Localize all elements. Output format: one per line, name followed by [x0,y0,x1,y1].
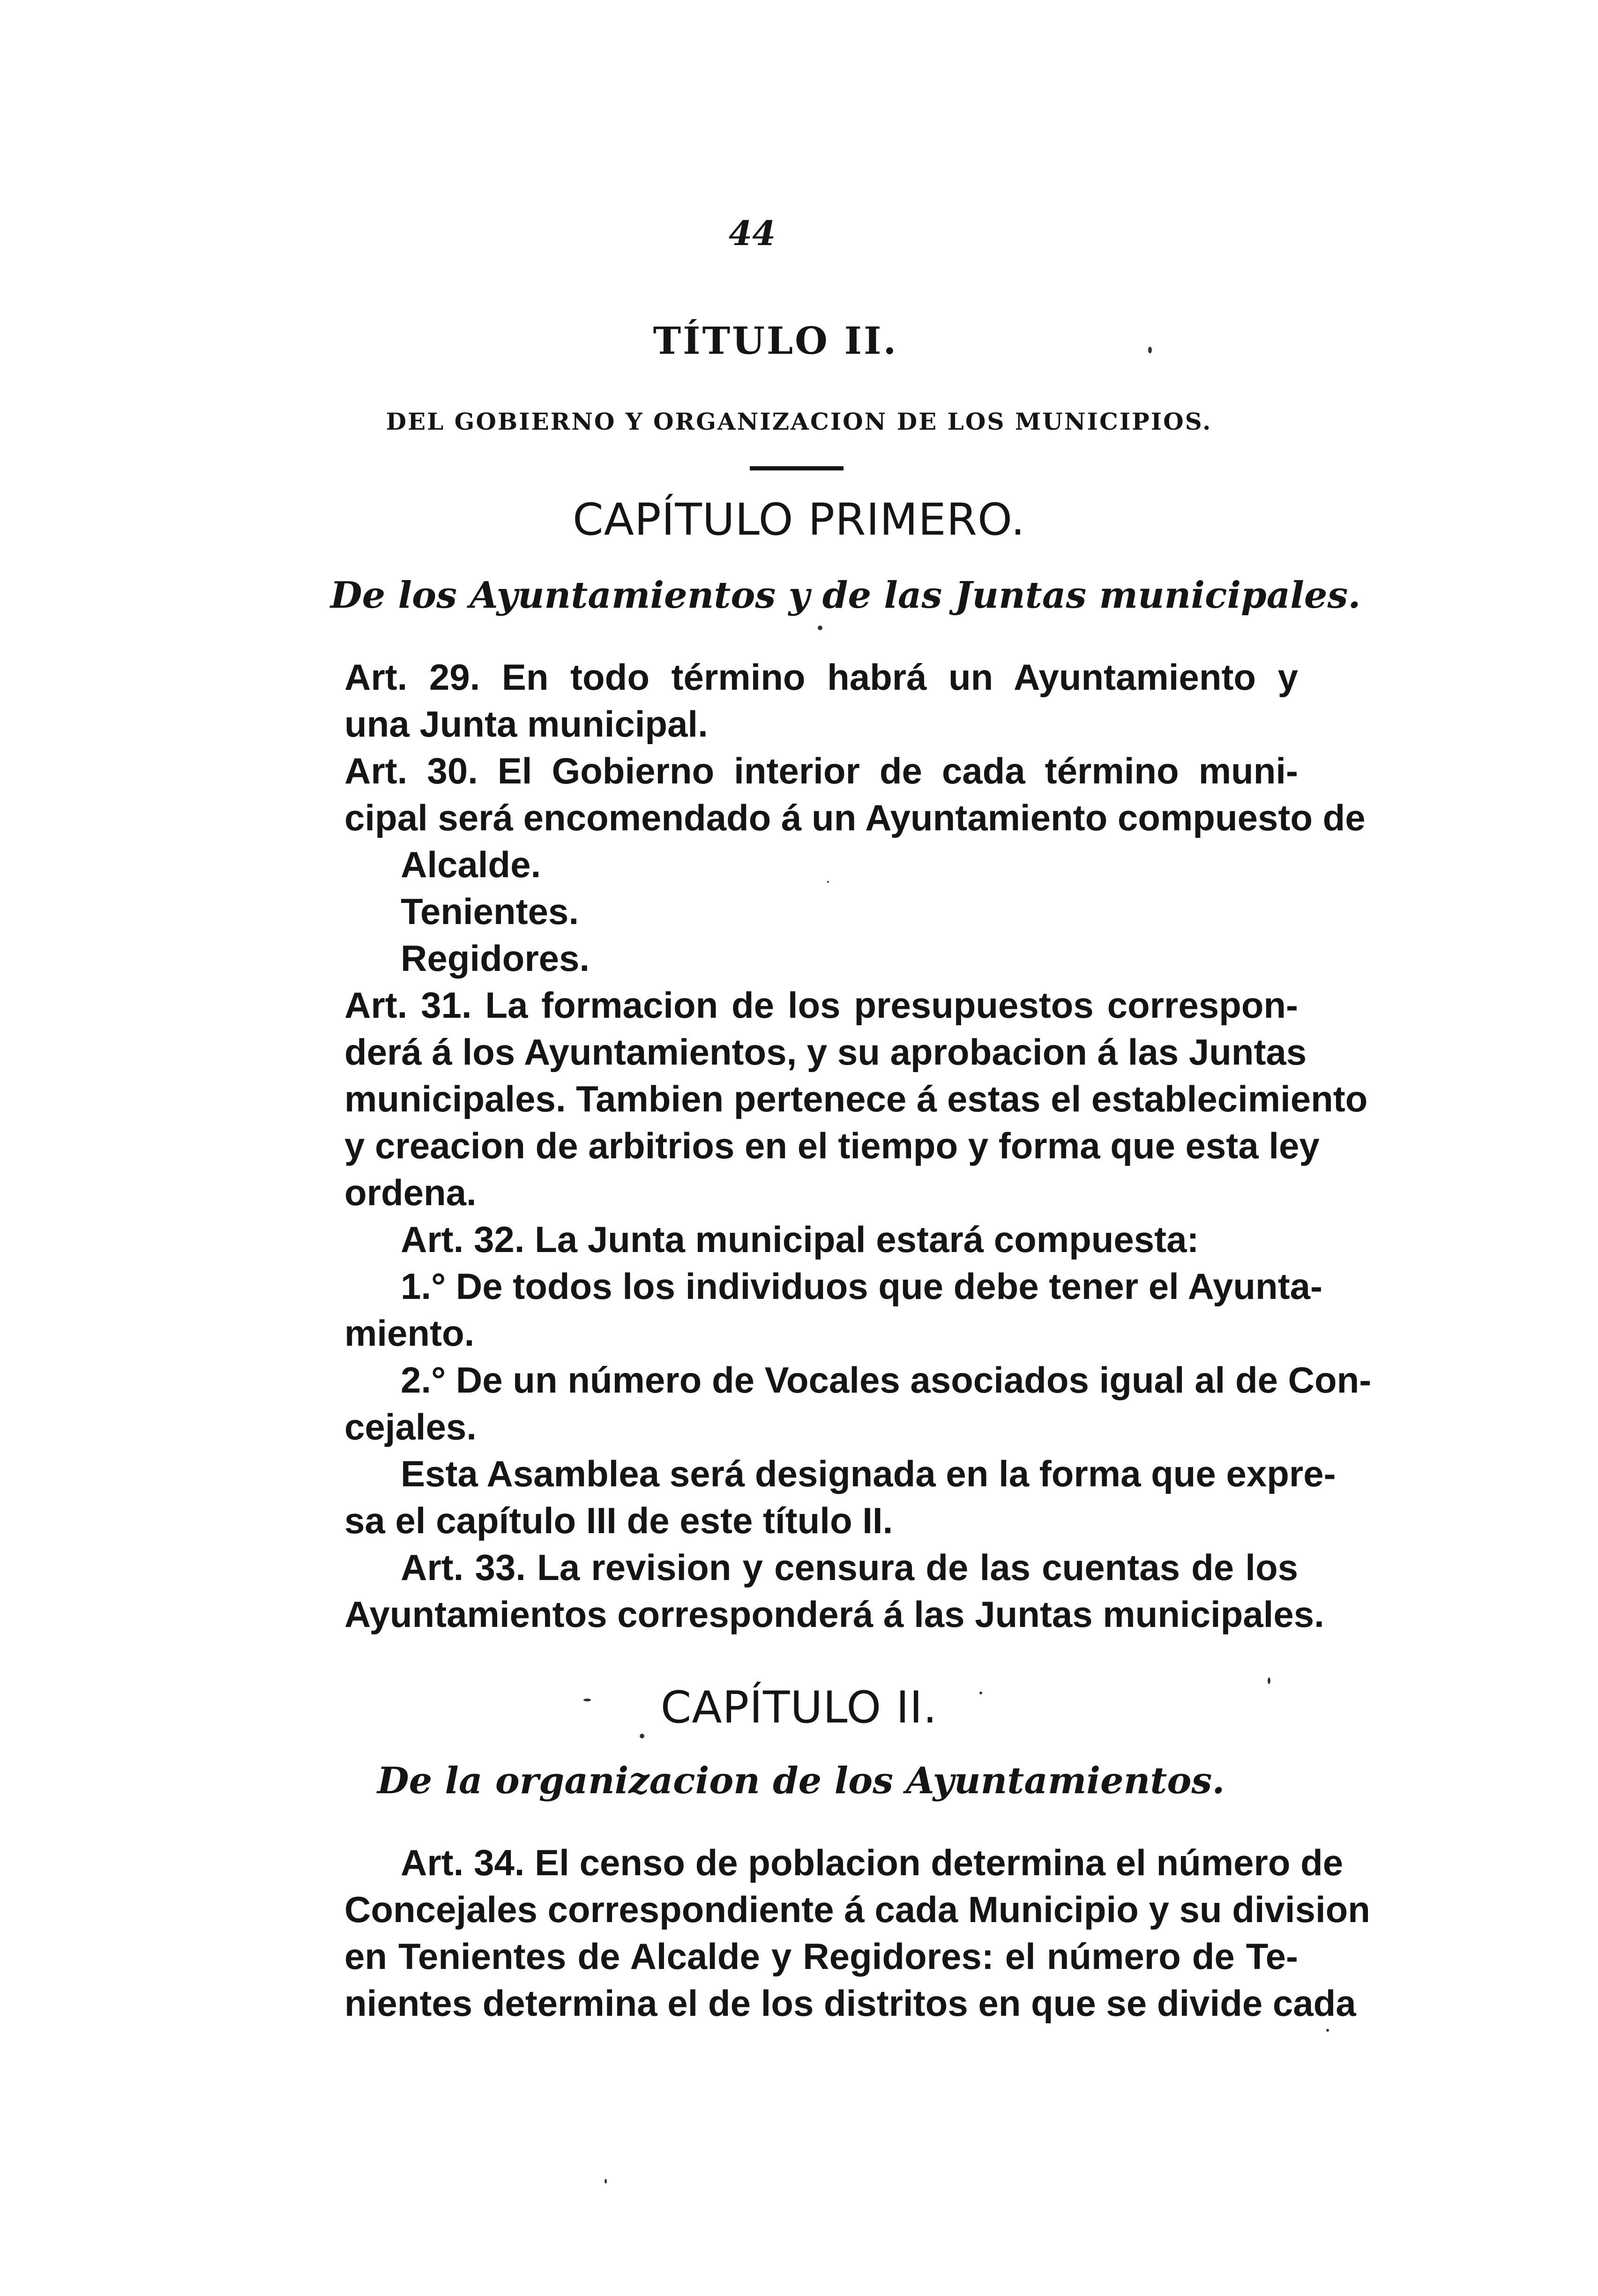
scan-speck [1268,1677,1270,1684]
text-line: Art. 29. En todo término habrá un Ayuntamiento y [344,656,1298,698]
title-subheading: DEL GOBIERNO Y ORGANIZACION DE LOS MUNICIPIOS. [386,408,1212,435]
text-line: 2.° De un número de Vocales asociados igual al de Con- [401,1359,1372,1401]
text-line: Concejales correspondiente á cada Municipio y su division [344,1889,1370,1930]
text-line: en Tenientes de Alcalde y Regidores: el número de Te- [344,1936,1298,1977]
chapter-2-subheading: De la organizacion de los Ayuntamientos. [377,1759,1225,1802]
text-line: una Junta municipal. [344,703,708,745]
text-line: Art. 34. El censo de poblacion determina el número de [401,1842,1344,1883]
text-line: Regidores. [401,938,590,979]
page-number: 44 [728,213,776,253]
text-line: Esta Asamblea será designada en la forma que expre- [401,1453,1336,1494]
text-line: Alcalde. [401,844,541,885]
chapter-1-heading: CAPÍTULO PRIMERO. [572,494,1026,545]
scan-speck [1326,2029,1329,2032]
text-line: ordena. [344,1172,477,1213]
text-line: municipales. Tambien pertenece á estas el establecimiento [344,1078,1368,1119]
text-line: Ayuntamientos corresponderá á las Juntas municipales. [344,1594,1324,1635]
scan-speck [979,1692,982,1694]
text-line: Art. 33. La revision y censura de las cuentas de los [401,1547,1298,1588]
scan-speck [583,1699,591,1701]
text-line: nientes determina el de los distritos en que se divide cada [344,1983,1356,2024]
section-rule [750,466,844,470]
text-line: Art. 31. La formacion de los presupuestos correspon- [344,984,1298,1026]
text-line: Tenientes. [401,891,579,932]
text-line: cejales. [344,1406,477,1447]
title-heading: TÍTULO II. [653,319,898,363]
text-line: derá á los Ayuntamientos, y su aprobacion á las Juntas [344,1031,1307,1073]
chapter-1-subheading: De los Ayuntamientos y de las Juntas municipales. [330,574,1361,617]
chapter-2-heading: CAPÍTULO II. [660,1682,938,1733]
scan-speck [818,626,822,630]
text-line: sa el capítulo III de este título II. [344,1500,893,1541]
text-line: 1.° De todos los individuos que debe tener el Ayunta- [401,1266,1323,1307]
text-line: Art. 32. La Junta municipal estará compuesta: [401,1219,1199,1260]
text-line: cipal será encomendado á un Ayuntamiento compuesto de [344,797,1366,838]
text-line: y creacion de arbitrios en el tiempo y forma que esta ley [344,1125,1320,1166]
scan-speck [827,881,829,883]
scan-speck [1148,347,1152,353]
text-line: miento. [344,1312,475,1354]
text-line: Art. 30. El Gobierno interior de cada término muni- [344,750,1298,791]
scan-speck [640,1734,644,1738]
scan-speck [605,2179,607,2184]
